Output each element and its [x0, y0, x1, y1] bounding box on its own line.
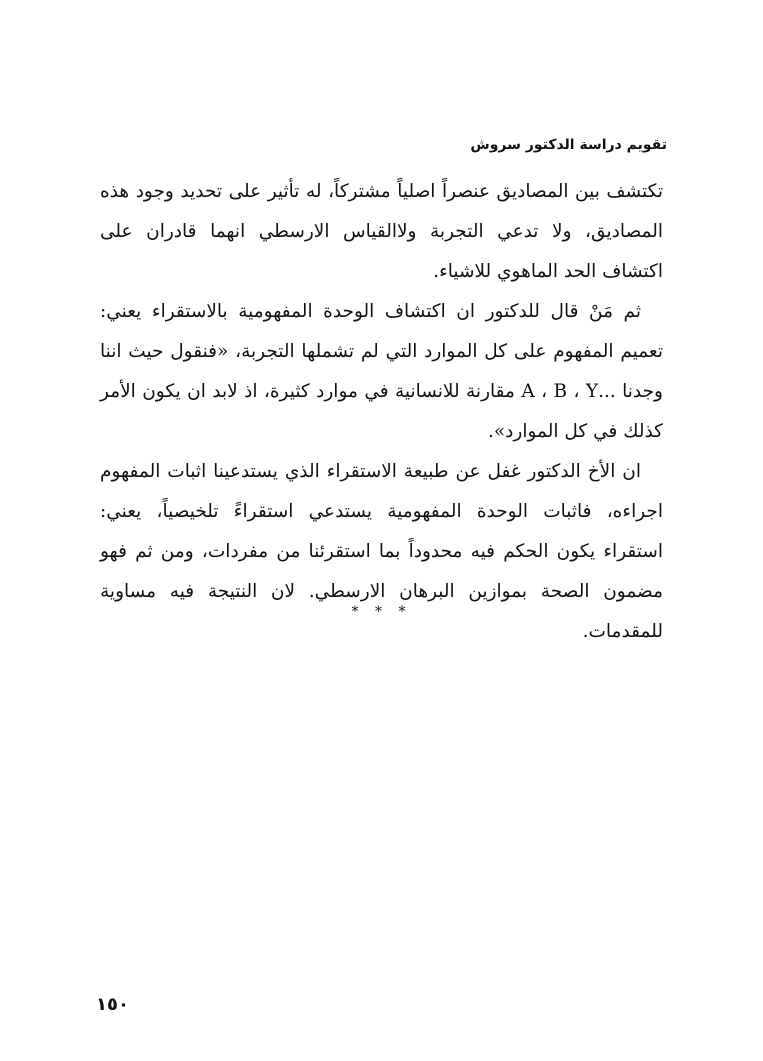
body-text	[100, 172, 663, 652]
paragraph-1: تكتشف بين المصاديق عنصراً اصلياً مشتركاً، له تأثير على تحديد وجود هذه المصاديق، ولا تدعي التجربة ولاالقياس الارسطي انهما قادران على اكتشاف الحد الماهوي للاشياء.	[100, 181, 663, 282]
running-header: تقويم دراسة الدكتور سروش	[470, 137, 667, 153]
paragraph-2: ثم مَنْ قال للدكتور ان اكتشاف الوحدة المفهومية بالاستقراء يعني: تعميم المفهوم على كل الموارد التي لم تشملها التجربة، «فنقول حيث اننا وجدنا ...A ، B ، Y مقارنة للانسانية في موارد كثيرة، اذ لابد ان يكون الأمر كذلك في كل الموارد».	[100, 301, 663, 442]
page-number: ١٥٠	[96, 994, 129, 1015]
paragraph-3: ان الأخ الدكتور غفل عن طبيعة الاستقراء الذي يستدعينا اثبات المفهوم اجراءه، فاثبات الوحدة المفهومية يستدعي استقراءً تلخيصياً، يعني: استقراء يكون الحكم فيه محدوداً بما استقرئنا من مفردات، ومن ثم فهو مضمون الصحة بموازين البرهان الارسطي. لان النتيجة فيه مساوية للمقدمات.	[100, 461, 663, 642]
section-divider: * * *	[351, 604, 412, 620]
